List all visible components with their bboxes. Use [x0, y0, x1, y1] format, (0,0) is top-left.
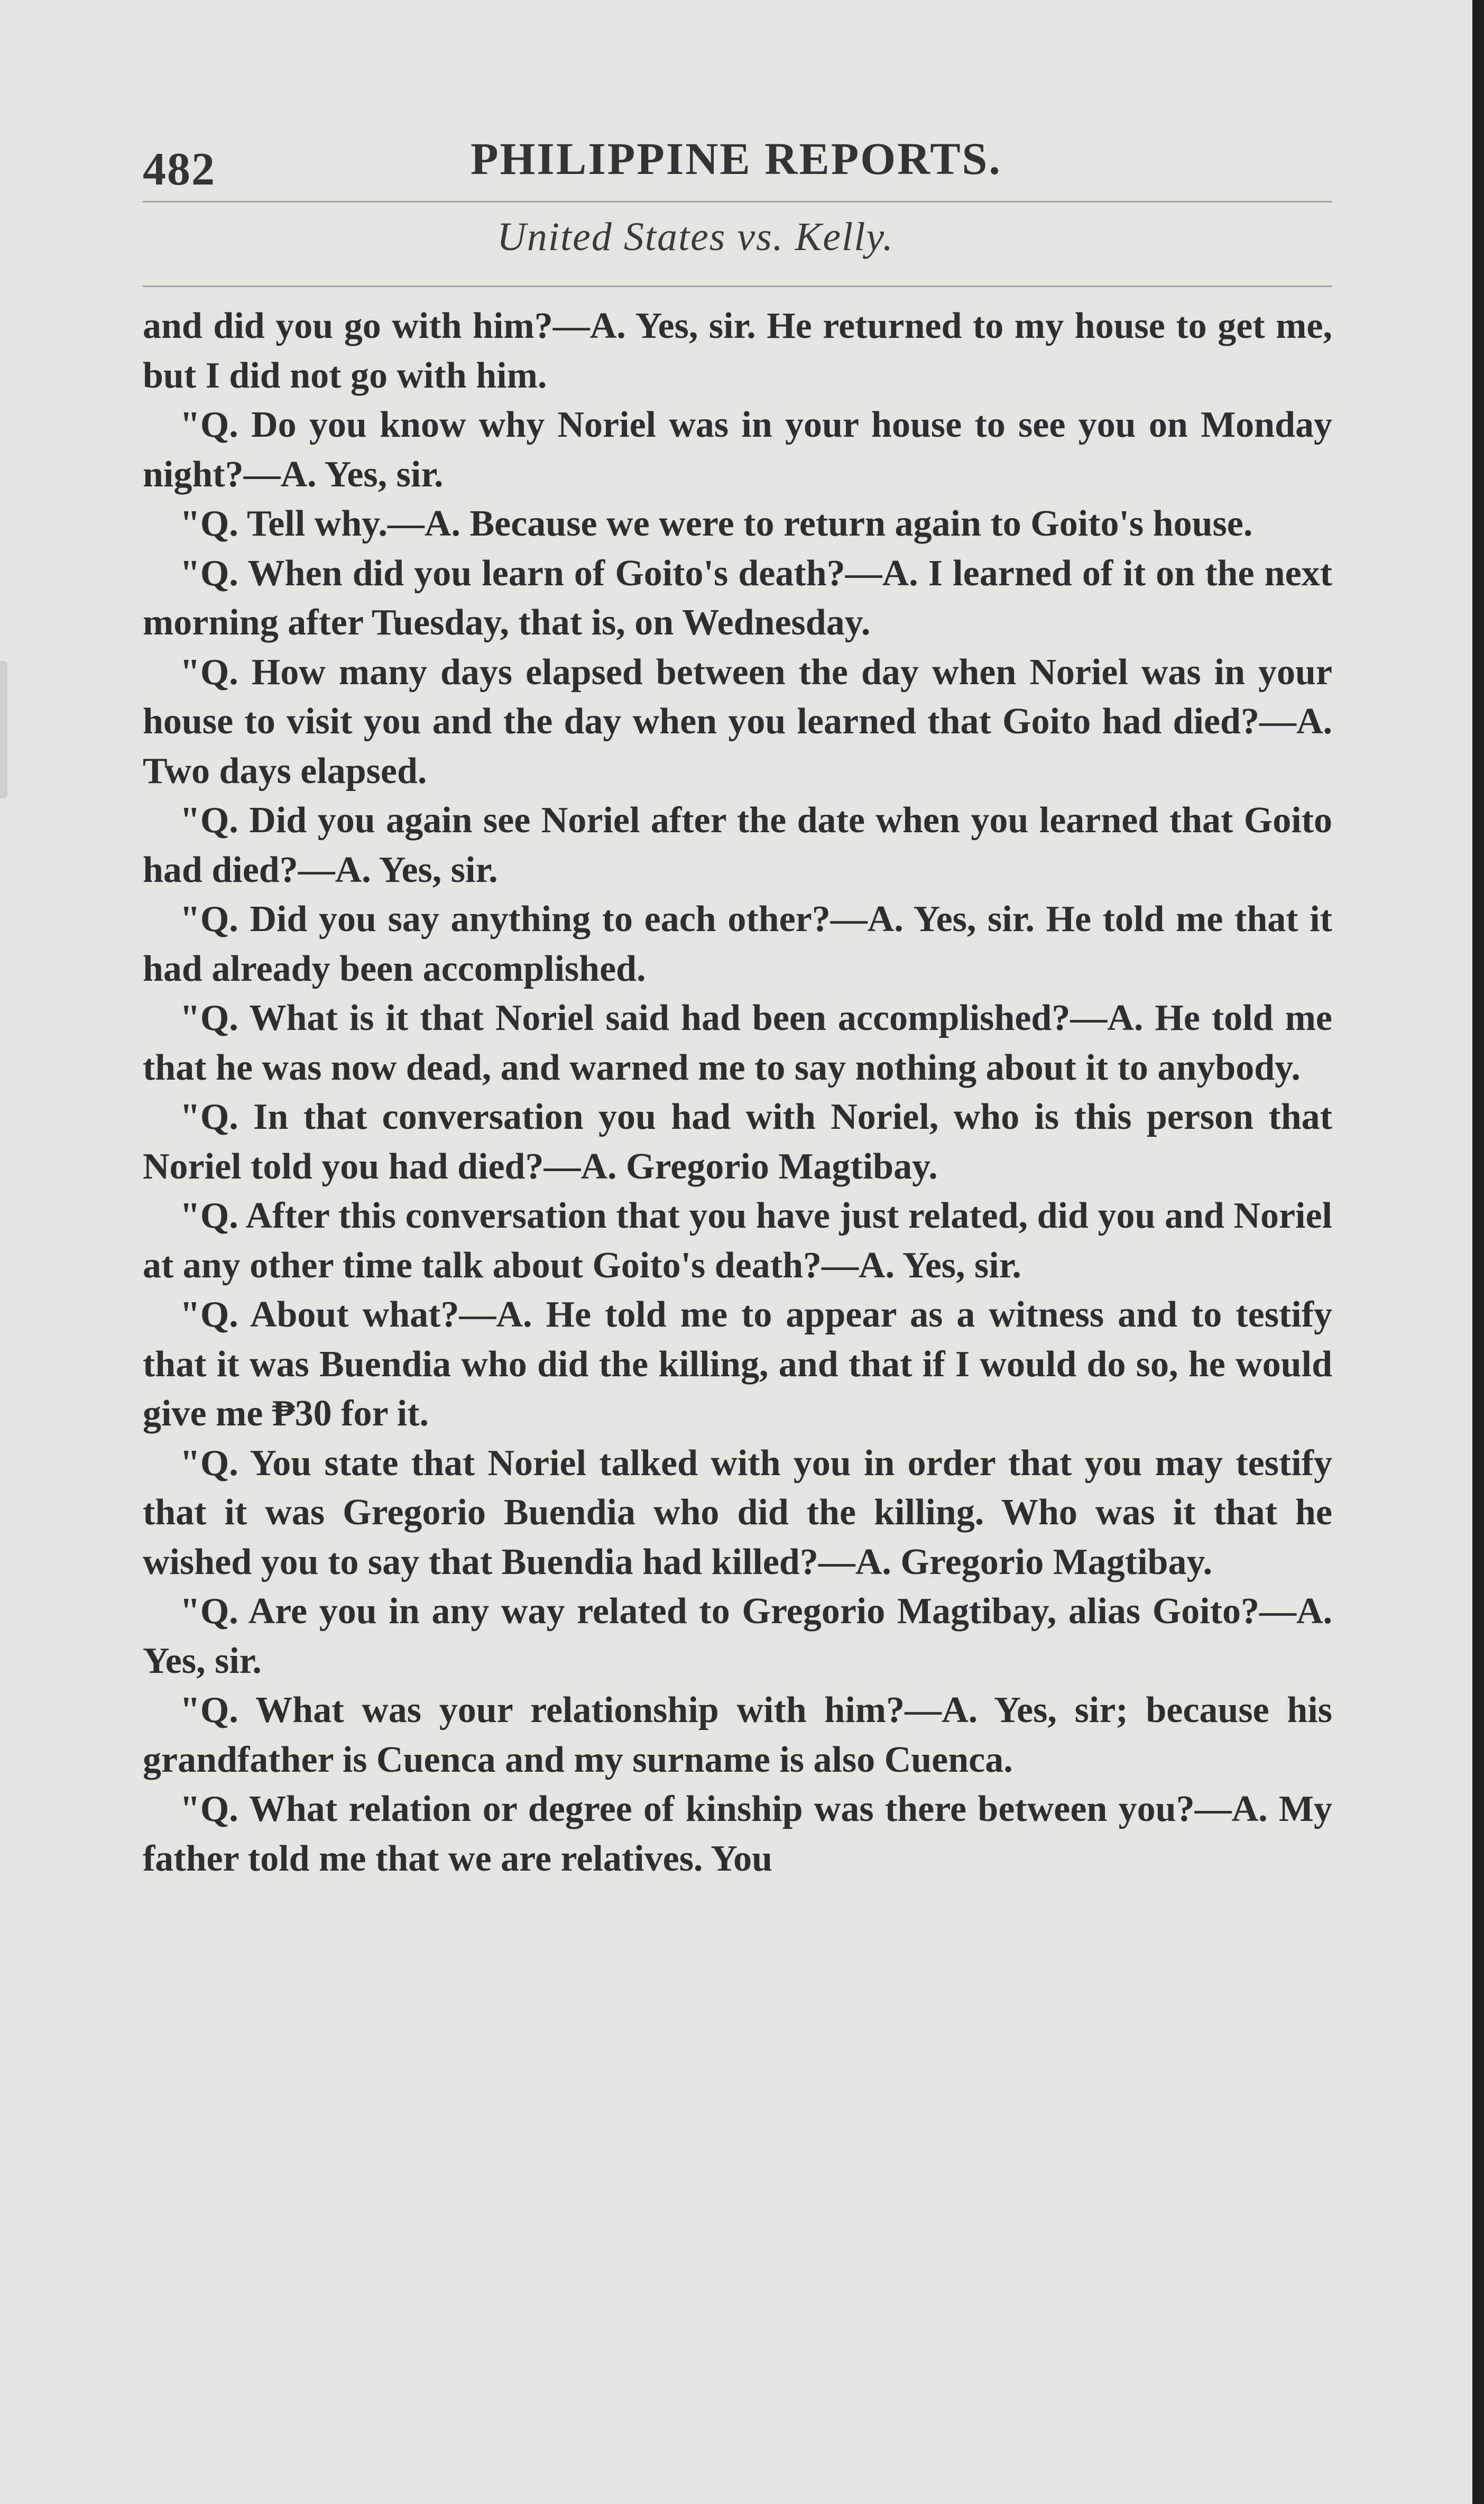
paragraph: "Q. You state that Noriel talked with you in order that you may testify that it was Gregorio Buendia who did the killing. Who was it that he wished you to say that Buendia had killed?—A. Gregorio Magtibay.: [143, 1442, 1332, 1582]
paragraph: "Q. In that conversation you had with Noriel, who is this person that Noriel told you had died?—A. Gregorio Magtibay.: [143, 1097, 1332, 1187]
header-rule-bottom: [143, 286, 1332, 287]
header-rule-top: [143, 201, 1332, 202]
paragraph: "Q. When did you learn of Goito's death?—A. I learned of it on the next morning after Tuesday, that is, on Wednesday.: [143, 553, 1332, 643]
page-binding-edge: [1472, 0, 1484, 2504]
paragraph: "Q. After this conversation that you have just related, did you and Noriel at any other time talk about Goito's death?—A. Yes, sir.: [143, 1195, 1332, 1286]
paragraph: "Q. What is it that Noriel said had been accomplished?—A. He told me that he was now dead, and warned me to say nothing about it to anybody.: [143, 998, 1332, 1088]
paragraph: "Q. Did you again see Noriel after the date when you learned that Goito had died?—A. Yes, sir.: [143, 800, 1332, 890]
running-head: PHILIPPINE REPORTS.: [471, 133, 1002, 184]
page-edge-left: [0, 661, 7, 798]
testimony-body: [143, 301, 1332, 1883]
page-header: [143, 132, 1338, 206]
paragraph: "Q. How many days elapsed between the day when Noriel was in your house to visit you and the day when you learned that Goito had died?—A. Two days elapsed.: [143, 651, 1332, 791]
paragraph: "Q. Are you in any way related to Gregorio Magtibay, alias Goito?—A. Yes, sir.: [143, 1591, 1332, 1681]
paragraph: "Q. What was your relationship with him?—A. Yes, sir; because his grandfather is Cuenca and my surname is also Cuenca.: [143, 1690, 1332, 1780]
paragraph: "Q. What relation or degree of kinship was there between you?—A. My father told me that we are relatives. You: [143, 1789, 1332, 1879]
page-number: 482: [143, 144, 216, 195]
paragraph: and did you go with him?—A. Yes, sir. He returned to my house to get me, but I did not go with him.: [143, 306, 1332, 396]
case-title: United States vs. Kelly.: [497, 215, 894, 259]
paragraph: "Q. Tell why.—A. Because we were to return again to Goito's house.: [180, 503, 1253, 544]
paragraph: "Q. Did you say anything to each other?—A. Yes, sir. He told me that it had already been accomplished.: [143, 899, 1332, 989]
paragraph: "Q. Do you know why Noriel was in your house to see you on Monday night?—A. Yes, sir.: [143, 404, 1332, 495]
paragraph: "Q. About what?—A. He told me to appear as a witness and to testify that it was Buendia who did the killing, and that if I would do so, he would give me ₱30 for it.: [143, 1294, 1332, 1434]
